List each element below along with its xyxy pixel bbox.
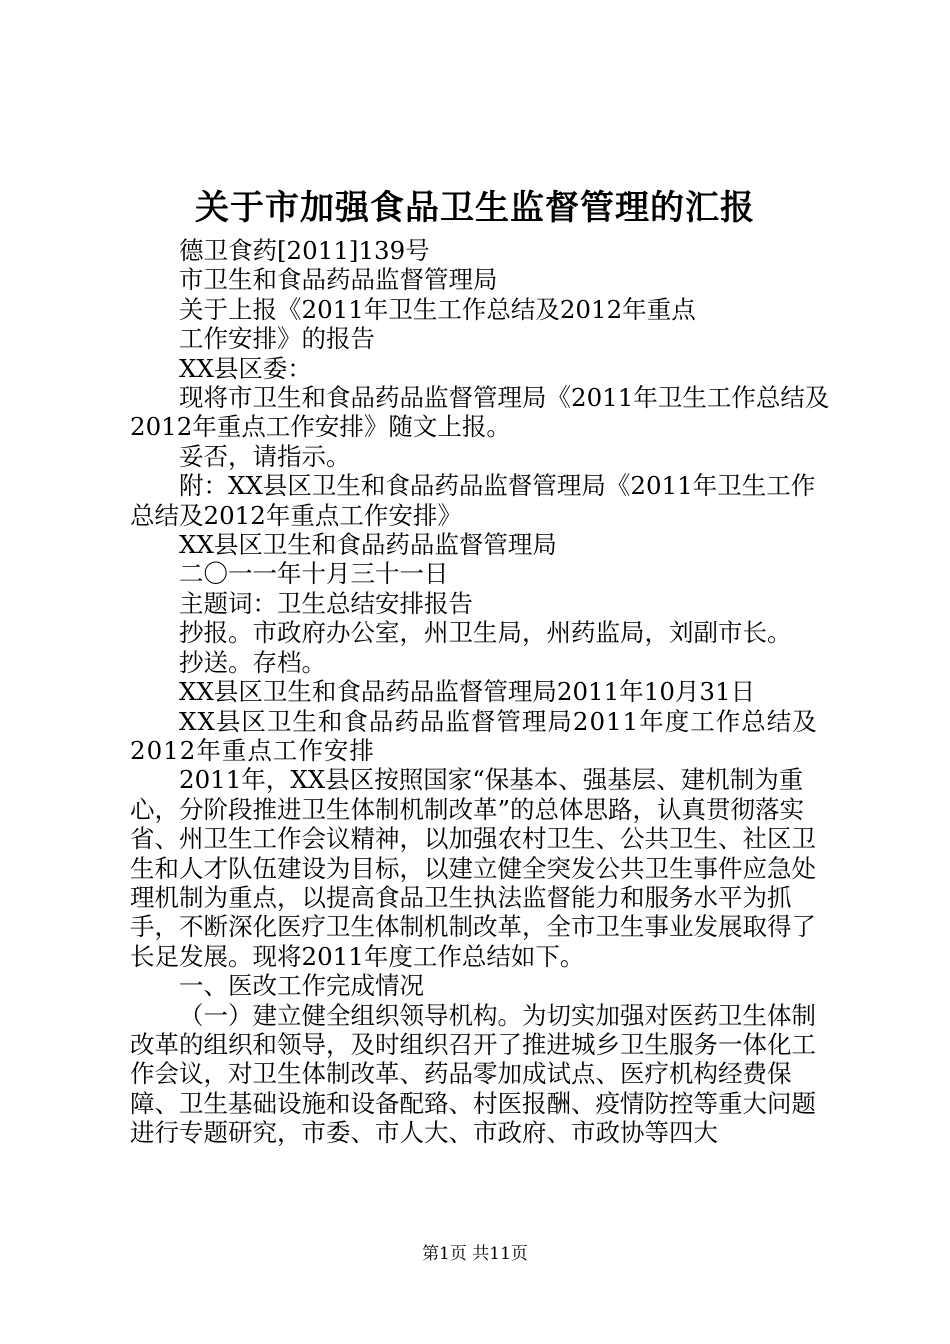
document-title: 关于市加强食品卫生监督管理的汇报 bbox=[195, 188, 755, 228]
signature-date: 二〇一一年十月三十一日 bbox=[179, 559, 449, 589]
report-subject-line-1: 关于上报《2011年卫生工作总结及2012年重点 bbox=[179, 294, 696, 324]
report-to: 抄报。市政府办公室，州卫生局，州药监局，刘副市长。 bbox=[179, 618, 792, 648]
keywords: 主题词：卫生总结安排报告 bbox=[179, 588, 473, 618]
paragraph-request: 妥否，请指示。 bbox=[179, 441, 351, 471]
signature-agency: XX县区卫生和食品药品监督管理局 bbox=[179, 530, 557, 560]
document-body bbox=[130, 236, 830, 1148]
report-subject-line-2: 工作安排》的报告 bbox=[179, 324, 375, 354]
issuer-date-line: XX县区卫生和食品药品监督管理局2011年10月31日 bbox=[179, 677, 756, 707]
heading-medical-reform: 一、医改工作完成情况 bbox=[179, 971, 424, 1001]
paragraph-submission: 现将市卫生和食品药品监督管理局《2011年卫生工作总结及2012年重点工作安排》随文上报。 bbox=[130, 383, 830, 442]
recipient: XX县区委： bbox=[179, 353, 312, 383]
document-number: 德卫食药[2011]139号 bbox=[179, 236, 430, 265]
paragraph-organization: （一）建立健全组织领导机构。为切实加强对医药卫生体制改革的组织和领导，及时组织召开了推进城乡卫生服务一体化工作会议，对卫生体制改革、药品零加成试点、医疗机构经费保障、卫生基础设施和设备配臵、村医报酬、疫情防控等重大问题进行专题研究，市委、市人大、市政府、市政协等四大 bbox=[130, 1000, 816, 1148]
issuing-agency: 市卫生和食品药品监督管理局 bbox=[179, 265, 498, 295]
copy-to: 抄送。存档。 bbox=[179, 647, 326, 677]
paragraph-attachment: 附：XX县区卫生和食品药品监督管理局《2011年卫生工作总结及2012年重点工作安排》 bbox=[130, 471, 816, 530]
paragraph-overview: 2011年，XX县区按照国家“保基本、强基层、建机制为重心，分阶段推进卫生体制机制改革”的总体思路，认真贯彻落实省、州卫生工作会议精神，以加强农村卫生、公共卫生、社区卫生和人才队伍建设为目标，以建立健全突发公共卫生事件应急处理机制为重点，以提高食品卫生执法监督能力和服务水平为抓手，不断深化医疗卫生体制机制改革，全市卫生事业发展取得了长足发展。现将2011年度工作总结如下。 bbox=[130, 765, 816, 971]
page-number-footer: 第1页 共11页 bbox=[422, 1244, 528, 1264]
section-title: XX县区卫生和食品药品监督管理局2011年度工作总结及2012年重点工作安排 bbox=[130, 706, 818, 765]
